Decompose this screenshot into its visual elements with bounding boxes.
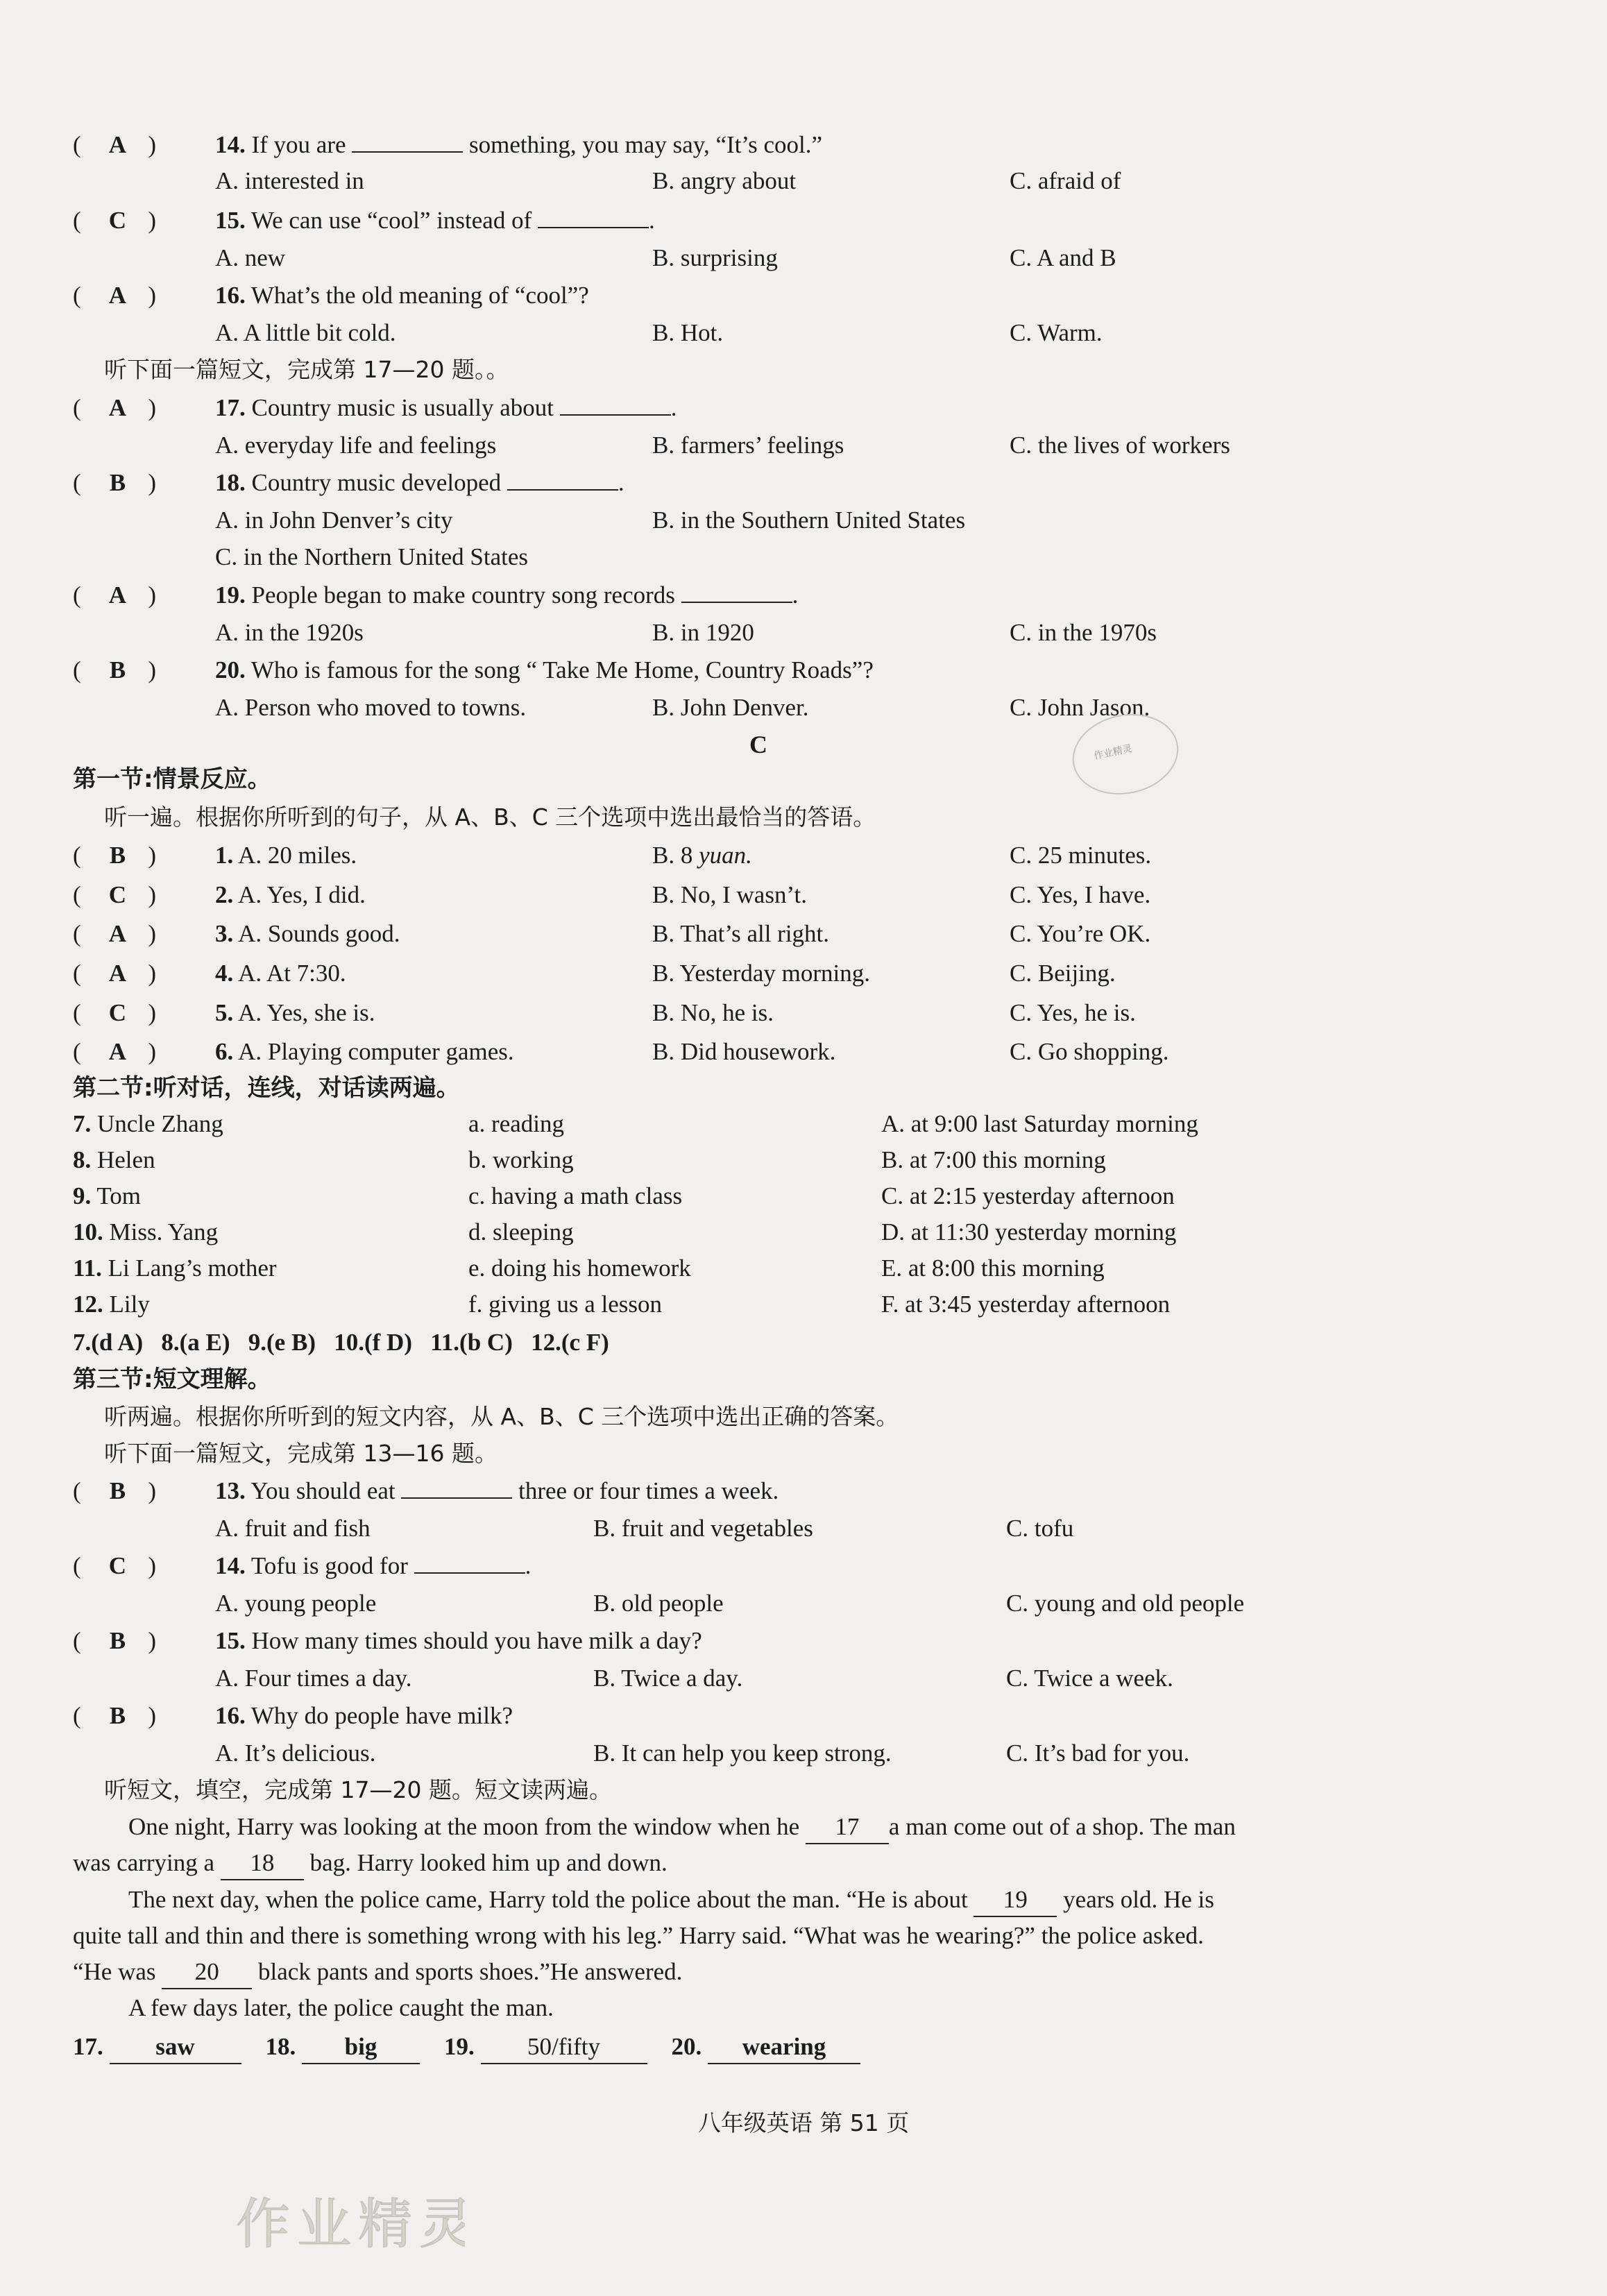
match-row-12: 12. Lily [73, 1291, 150, 1318]
answer-mark: C [108, 881, 127, 908]
option-b: B. surprising [652, 244, 778, 271]
question-16: ( A ) 16. What’s the old meaning of “cool”? [73, 280, 589, 312]
option-a: A. in John Denver’s city [215, 507, 453, 534]
passage-blank-18: 18 [221, 1847, 304, 1880]
match-answers: 7.(d A) 8.(a E) 9.(e B) 10.(f D) 11.(b C) 12.(c F) [73, 1329, 609, 1356]
option-c: C. in the Northern United States [215, 543, 529, 570]
part1-item-1: ( B ) 1. A. 20 miles. [73, 840, 357, 871]
option-a: A. interested in [215, 167, 364, 194]
part1-item-5: ( C ) 5. A. Yes, she is. [73, 997, 375, 1029]
option-c: C. in the 1970s [1010, 619, 1157, 646]
passage-line-4: quite tall and thin and there is something wrong with his leg.” Harry said. “What was he wearing?” the police asked. [73, 1922, 1204, 1949]
option-c: C. You’re OK. [1010, 920, 1151, 947]
option-a: A. new [215, 244, 286, 271]
question-20: ( B ) 20. Who is famous for the song “ Take Me Home, Country Roads”? [73, 654, 874, 686]
passage-line-2: was carrying a 18 bag. Harry looked him up and down. [73, 1847, 668, 1880]
match-time: C. at 2:15 yesterday afternoon [881, 1182, 1175, 1209]
answer-mark: C [108, 999, 127, 1026]
option-b: B. fruit and vegetables [593, 1515, 813, 1542]
option-b: B. No, he is. [652, 999, 774, 1026]
option-b: B. No, I wasn’t. [652, 881, 807, 908]
passage-instruction: 听短文，填空，完成第 17—20 题。短文读两遍。 [104, 1776, 612, 1803]
part1-item-2: ( C ) 2. A. Yes, I did. [73, 879, 366, 911]
part3-sub-instruction: 听下面一篇短文，完成第 13—16 题。 [104, 1440, 498, 1467]
match-activity: b. working [468, 1146, 574, 1173]
match-row-10: 10. Miss. Yang [73, 1218, 219, 1245]
option-a: A. A little bit cold. [215, 319, 396, 346]
match-activity: c. having a math class [468, 1182, 683, 1209]
match-time: A. at 9:00 last Saturday morning [881, 1110, 1198, 1137]
passage-line-5: “He was 20 black pants and sports shoes.”He answered. [73, 1956, 682, 1989]
fill-answer-19: 50/fifty [481, 2031, 647, 2064]
svg-text:作业精灵: 作业精灵 [236, 2193, 465, 2255]
answer-mark: A [108, 960, 127, 987]
match-time: E. at 8:00 this morning [881, 1255, 1105, 1282]
fill-answer-20: wearing [708, 2031, 860, 2064]
answer-mark: A [108, 1038, 127, 1065]
fill-answers: 17. saw 18. big 19. 50/fifty 20. wearing [73, 2031, 860, 2064]
option-a: A. in the 1920s [215, 619, 364, 646]
option-c: C. Twice a week. [1006, 1665, 1173, 1692]
passage-blank-20: 20 [162, 1956, 252, 1989]
option-c: C. Go shopping. [1010, 1038, 1169, 1065]
stamp-watermark: 作业精灵 [1065, 704, 1186, 804]
option-b: B. Hot. [652, 319, 724, 346]
fill-answer-17: saw [110, 2031, 241, 2064]
option-b: B. It can help you keep strong. [593, 1740, 892, 1767]
part3-title: 第三节:短文理解。 [73, 1366, 271, 1393]
option-b: B. That’s all right. [652, 920, 830, 947]
passage-line-3: The next day, when the police came, Harry told the police about the man. “He is about 19 years old. He is [128, 1884, 1214, 1917]
answer-mark: B [109, 656, 126, 683]
question-18: ( B ) 18. Country music developed . [73, 467, 624, 499]
match-activity: a. reading [468, 1110, 564, 1137]
answer-mark: B [109, 1702, 126, 1729]
question-17: ( A ) 17. Country music is usually about . [73, 392, 677, 424]
answer-mark: A [108, 131, 127, 158]
option-c: C. the lives of workers [1010, 432, 1230, 459]
section-c-label: C [749, 731, 767, 758]
answer-blank [352, 130, 463, 153]
option-c: C. 25 minutes. [1010, 842, 1152, 869]
match-row-11: 11. Li Lang’s mother [73, 1255, 277, 1282]
match-row-9: 9. Tom [73, 1182, 142, 1209]
part3-item-15: ( B ) 15. How many times should you have milk a day? [73, 1625, 702, 1657]
answer-mark: B [109, 1627, 126, 1654]
question-19: ( A ) 19. People began to make country song records . [73, 579, 798, 611]
part3-item-13: ( B ) 13. You should eat three or four times a week. [73, 1475, 779, 1507]
answer-mark: B [109, 1477, 126, 1504]
match-activity: e. doing his homework [468, 1255, 691, 1282]
part3-instruction: 听两遍。根据你所听到的短文内容，从 A、B、C 三个选项中选出正确的答案。 [104, 1403, 899, 1430]
answer-mark: C [108, 207, 127, 234]
option-c: C. Yes, I have. [1010, 881, 1151, 908]
answer-blank [401, 1477, 512, 1499]
answer-blank [414, 1551, 525, 1574]
option-a: A. Four times a day. [215, 1665, 412, 1692]
option-c: C. Yes, he is. [1010, 999, 1136, 1026]
answer-mark: C [108, 1552, 127, 1579]
option-b: B. angry about [652, 167, 797, 194]
answer-mark: A [108, 394, 127, 421]
answer-blank [681, 581, 792, 603]
match-row-7: 7. Uncle Zhang [73, 1110, 223, 1137]
watermark-logo [236, 2186, 465, 2255]
option-c: C. afraid of [1010, 167, 1121, 194]
option-b: B. in the Southern United States [652, 507, 966, 534]
match-row-8: 8. Helen [73, 1146, 155, 1173]
passage-blank-19: 19 [973, 1884, 1057, 1917]
instruction-17-20: 听下面一篇短文，完成第 17—20 题。。 [104, 356, 509, 383]
part2-title: 第二节:听对话，连线，对话读两遍。 [73, 1074, 460, 1102]
option-a: A. young people [215, 1590, 377, 1617]
option-a: A. everyday life and feelings [215, 432, 497, 459]
answer-mark: A [108, 282, 127, 309]
page-footer: 八年级英语 第 51 页 [697, 2109, 910, 2136]
option-a: A. It’s delicious. [215, 1740, 376, 1767]
bottom-watermark [236, 2186, 465, 2270]
match-time: F. at 3:45 yesterday afternoon [881, 1291, 1171, 1318]
option-c: C. A and B [1010, 244, 1116, 271]
option-b: B. Did housework. [652, 1038, 836, 1065]
answer-blank [560, 393, 671, 416]
match-time: B. at 7:00 this morning [881, 1146, 1106, 1173]
part3-item-16: ( B ) 16. Why do people have milk? [73, 1700, 513, 1732]
answer-mark: B [109, 842, 126, 869]
option-b: B. John Denver. [652, 694, 809, 721]
answer-blank [538, 206, 649, 228]
passage-blank-17: 17 [806, 1811, 889, 1844]
option-b: B. Yesterday morning. [652, 960, 871, 987]
passage-line-6: A few days later, the police caught the man. [128, 1994, 554, 2021]
option-c: C. young and old people [1006, 1590, 1245, 1617]
option-b: B. farmers’ feelings [652, 432, 844, 459]
option-c: C. Beijing. [1010, 960, 1116, 987]
question-14: ( A ) 14. If you are something, you may say, “It’s cool.” [73, 129, 822, 161]
option-c: C. John Jason. [1010, 694, 1150, 721]
option-c: C. It’s bad for you. [1006, 1740, 1190, 1767]
match-activity: d. sleeping [468, 1218, 574, 1245]
question-15: ( C ) 15. We can use “cool” instead of . [73, 205, 655, 237]
part3-item-14: ( C ) 14. Tofu is good for . [73, 1550, 531, 1582]
option-c: C. tofu [1006, 1515, 1074, 1542]
part1-instruction: 听一遍。根据你所听到的句子，从 A、B、C 三个选项中选出最恰当的答语。 [104, 803, 876, 831]
fill-answer-18: big [302, 2031, 420, 2064]
option-c: C. Warm. [1010, 319, 1103, 346]
part1-title: 第一节:情景反应。 [73, 765, 271, 793]
option-b: B. Twice a day. [593, 1665, 743, 1692]
option-b: B. old people [593, 1590, 724, 1617]
part1-item-4: ( A ) 4. A. At 7:30. [73, 958, 346, 989]
answer-blank [507, 468, 618, 491]
part1-item-3: ( A ) 3. A. Sounds good. [73, 918, 400, 950]
answer-mark: A [108, 920, 127, 947]
match-activity: f. giving us a lesson [468, 1291, 663, 1318]
passage-line-1: One night, Harry was looking at the moon from the window when he 17 a man come out of a shop. The man [128, 1811, 1236, 1844]
option-a: A. fruit and fish [215, 1515, 371, 1542]
part1-item-6: ( A ) 6. A. Playing computer games. [73, 1036, 514, 1068]
option-b: B. 8 yuan. [652, 842, 752, 869]
option-b: B. in 1920 [652, 619, 754, 646]
match-time: D. at 11:30 yesterday morning [881, 1218, 1177, 1245]
answer-mark: B [109, 469, 126, 496]
option-a: A. Person who moved to towns. [215, 694, 527, 721]
answer-mark: A [108, 581, 127, 609]
